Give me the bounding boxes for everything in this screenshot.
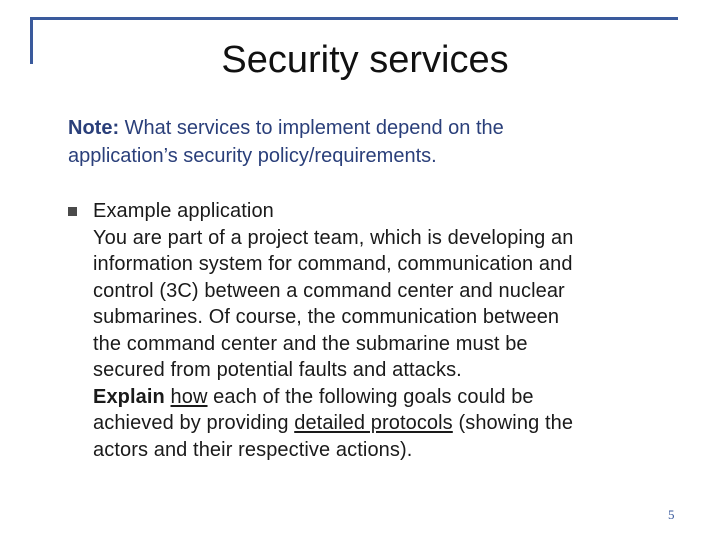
note-label: Note: bbox=[68, 117, 120, 139]
slide-frame-top-line bbox=[30, 17, 678, 20]
explain-line-2 bbox=[93, 410, 683, 437]
explain-text-2a: achieved by providing bbox=[93, 412, 295, 434]
bullet-line: information system for command, communication and bbox=[93, 253, 573, 275]
note-line-2: application’s security policy/requirements. bbox=[68, 145, 437, 167]
bullet-line: the command center and the submarine must be bbox=[93, 332, 528, 355]
note-paragraph bbox=[68, 114, 688, 170]
page-number: 5 bbox=[668, 507, 675, 522]
note-line-1 bbox=[68, 114, 688, 142]
bullet-line: You are part of a project team, which is developing an bbox=[93, 226, 574, 249]
explain-text-2b: (showing the bbox=[452, 412, 574, 434]
note-text-1: What services to implement depend on the bbox=[119, 117, 504, 139]
explain-line-1 bbox=[93, 384, 683, 411]
explain-line-3: actors and their respective actions). bbox=[93, 438, 413, 461]
slide-title: Security services bbox=[221, 39, 509, 81]
underlined-detailed-protocols: detailed protocols bbox=[294, 412, 453, 434]
underlined-how: how bbox=[170, 385, 208, 408]
bullet-line: secured from potential faults and attacks. bbox=[93, 359, 462, 381]
bullet-line: Example application bbox=[93, 200, 274, 222]
explain-text-1: each of the following goals could be bbox=[207, 385, 534, 408]
bullet-text bbox=[93, 198, 683, 463]
bullet-line: control (3C) between a command center and nuclear bbox=[93, 279, 565, 302]
bullet-line: submarines. Of course, the communication between bbox=[93, 306, 560, 328]
square-bullet-icon bbox=[68, 207, 77, 216]
bullet-item bbox=[68, 198, 688, 463]
explain-bold-word: Explain bbox=[93, 385, 165, 408]
